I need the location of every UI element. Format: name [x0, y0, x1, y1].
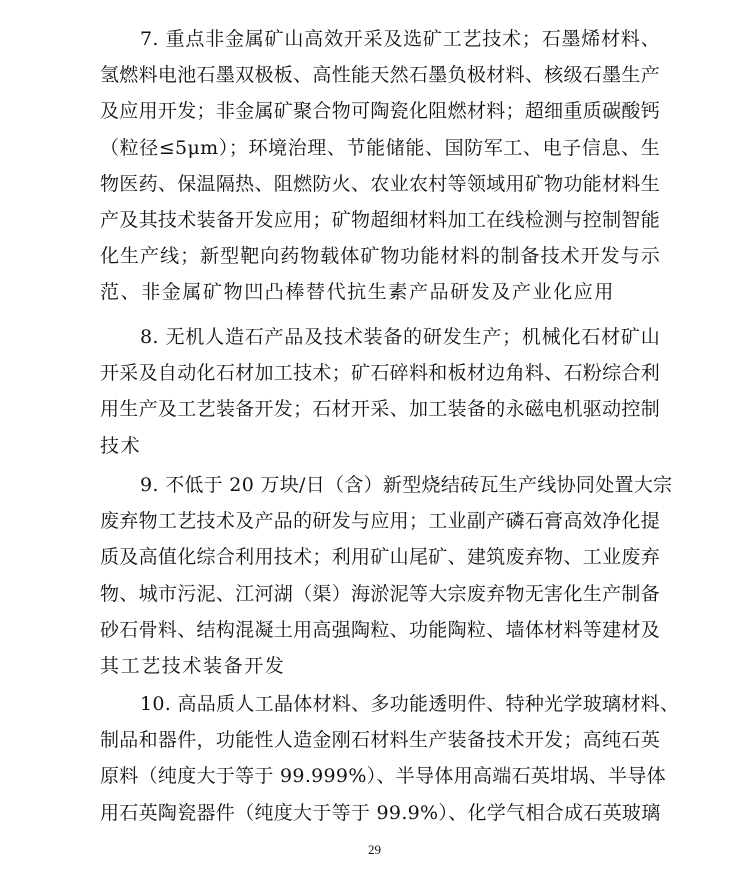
- paragraph-item-8: [100, 319, 660, 464]
- text-line: 原料（纯度大于等于 99.999%）、半导体用高端石英坩埚、半导体: [100, 765, 666, 788]
- text-line: 废弃物工艺技术及产品的研发与应用；工业副产磷石膏高效净化提: [100, 510, 660, 533]
- paragraph-item-9: [100, 467, 673, 684]
- paragraph-item-10: [100, 686, 680, 831]
- page-number: 29: [368, 842, 381, 857]
- text-line: 开采及自动化石材加工技术；矿石碎料和板材边角料、石粉综合利: [100, 362, 660, 385]
- text-line: 用石英陶瓷器件（纯度大于等于 99.9%）、化学气相合成石英玻璃: [100, 801, 661, 824]
- text-line: 技术: [100, 434, 142, 457]
- text-line: 及应用开发；非金属矿聚合物可陶瓷化阻燃材料；超细重质碳酸钙: [100, 100, 660, 123]
- text-line: 10. 高品质人工晶体材料、多功能透明件、特种光学玻璃材料、: [140, 693, 680, 715]
- text-line: （粒径≤5μm）；环境治理、节能储能、国防军工、电子信息、生: [100, 136, 660, 159]
- text-line: 其工艺技术装备开发: [100, 654, 286, 677]
- text-line: 产及其技术装备开发应用；矿物超细材料加工在线检测与控制智能: [100, 208, 660, 231]
- text-line: 8. 无机人造石产品及技术装备的研发生产；机械化石材矿山: [140, 326, 660, 348]
- text-line: 用生产及工艺装备开发；石材开采、加工装备的永磁电机驱动控制: [100, 398, 660, 421]
- text-line: 物医药、保温隔热、阻燃防火、农业农村等领域用矿物功能材料生: [100, 172, 660, 195]
- text-line: 9. 不低于 20 万块/日（含）新型烧结砖瓦生产线协同处置大宗: [140, 474, 673, 496]
- text-line: 制品和器件，功能性人造金刚石材料生产装备技术开发；高纯石英: [100, 729, 660, 752]
- paragraph-item-7: [100, 21, 660, 311]
- text-line: 质及高值化综合利用技术；利用矿山尾矿、建筑废弃物、工业废弃: [100, 546, 660, 569]
- text-line: 7. 重点非金属矿山高效开采及选矿工艺技术；石墨烯材料、: [140, 28, 660, 50]
- text-line: 化生产线；新型靶向药物载体矿物功能材料的制备技术开发与示: [100, 245, 660, 268]
- text-line: 范、非金属矿物凹凸棒替代抗生素产品研发及产业化应用: [100, 281, 616, 304]
- text-line: 氢燃料电池石墨双极板、高性能天然石墨负极材料、核级石墨生产: [100, 64, 660, 87]
- text-line: 物、城市污泥、江河湖（渠）海淤泥等大宗废弃物无害化生产制备: [100, 582, 660, 605]
- text-line: 砂石骨料、结构混凝土用高强陶粒、功能陶粒、墙体材料等建材及: [100, 618, 660, 641]
